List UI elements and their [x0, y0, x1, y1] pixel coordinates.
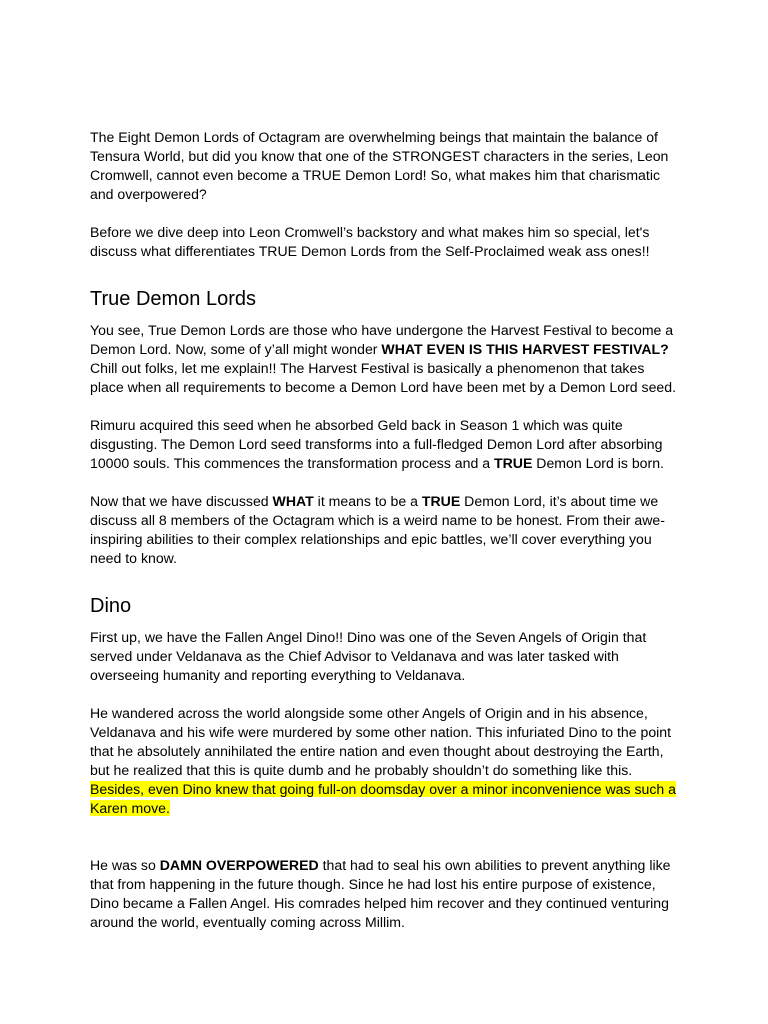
- dino-paragraph-3: [90, 856, 680, 932]
- bold-text: TRUE: [493, 455, 533, 471]
- dino-paragraph-1: First up, we have the Fallen Angel Dino!! Dino was one of the Seven Angels of Origin that served under Veldanava as the Chief Advisor to Veldanava and was later tasked with overseeing humanity and reporting everything to Veldanava.: [90, 629, 647, 683]
- paragraph-text: that had to seal his own abilities to prevent anything like that from happening in the future though. Since he had lost his entire purpose of existence, Dino became a Fallen Angel. His comrades helped him recover and they continued venturing around the world, eventually coming across Millim.: [90, 857, 671, 930]
- true-demon-lords-paragraph-3: [90, 492, 680, 568]
- dino-paragraph-2: [90, 704, 680, 818]
- true-demon-lords-paragraph-2: [90, 416, 680, 473]
- paragraph-text: it means to be a: [313, 493, 422, 509]
- true-demon-lords-paragraph-1: [90, 321, 680, 397]
- paragraph-text: Demon Lord, it’s about time we discuss all 8 members of the Octagram which is a weird name to be honest. From their awe-inspiring abilities to their complex relationships and epic battles, we’ll cover everything you need to know.: [90, 493, 665, 566]
- bold-text: WHAT EVEN IS THIS HARVEST FESTIVAL?: [381, 341, 669, 357]
- highlighted-text: Besides, even Dino knew that going full-on doomsday over a minor inconvenience was such a Karen move.: [90, 781, 677, 816]
- bold-text: TRUE: [421, 493, 461, 509]
- paragraph-text: Chill out folks, let me explain!! The Harvest Festival is basically a phenomenon that takes place when all requirements to become a Demon Lord have been met by a Demon Lord seed.: [90, 360, 677, 395]
- paragraph-text: Rimuru acquired this seed when he absorbed Geld back in Season 1 which was quite disgusting. The Demon Lord seed transforms into a full-fledged Demon Lord after absorbing 10000 souls. This commences the transformation process and a: [90, 417, 663, 471]
- section-heading-true-demon-lords: True Demon Lords: [90, 288, 256, 310]
- dino-paragraph-2-text: He wandered across the world alongside some other Angels of Origin and in his absence, Veldanava and his wife were murdered by some other nation. This infuriated Dino to the point that he absolutely annihilated the entire nation and even thought about destroying the Earth, but he realized that this is quite dumb and he probably shouldn’t do something like this.: [90, 705, 672, 778]
- paragraph-text: You see, True Demon Lords are those who have undergone the Harvest Festival to become a Demon Lord. Now, some of y’all might wonder: [90, 322, 674, 357]
- document-body: [90, 128, 680, 932]
- section-heading-dino: Dino: [90, 595, 132, 617]
- bold-text: DAMN OVERPOWERED: [159, 857, 319, 873]
- paragraph-text: He was so: [90, 857, 160, 873]
- intro-paragraph-1: The Eight Demon Lords of Octagram are overwhelming beings that maintain the balance of Tensura World, but did you know that one of the STRONGEST characters in the series, Leon Cromwell, cannot even become a TRUE Demon Lord! So, what makes him that charismatic and overpowered?: [90, 129, 669, 202]
- bold-text: WHAT: [272, 493, 314, 509]
- paragraph-text: Demon Lord is born.: [532, 455, 664, 471]
- paragraph-text: Now that we have discussed: [90, 493, 273, 509]
- intro-paragraph-2: Before we dive deep into Leon Cromwell’s backstory and what makes him so special, let's discuss what differentiates TRUE Demon Lords from the Self-Proclaimed weak ass ones!!: [90, 224, 650, 259]
